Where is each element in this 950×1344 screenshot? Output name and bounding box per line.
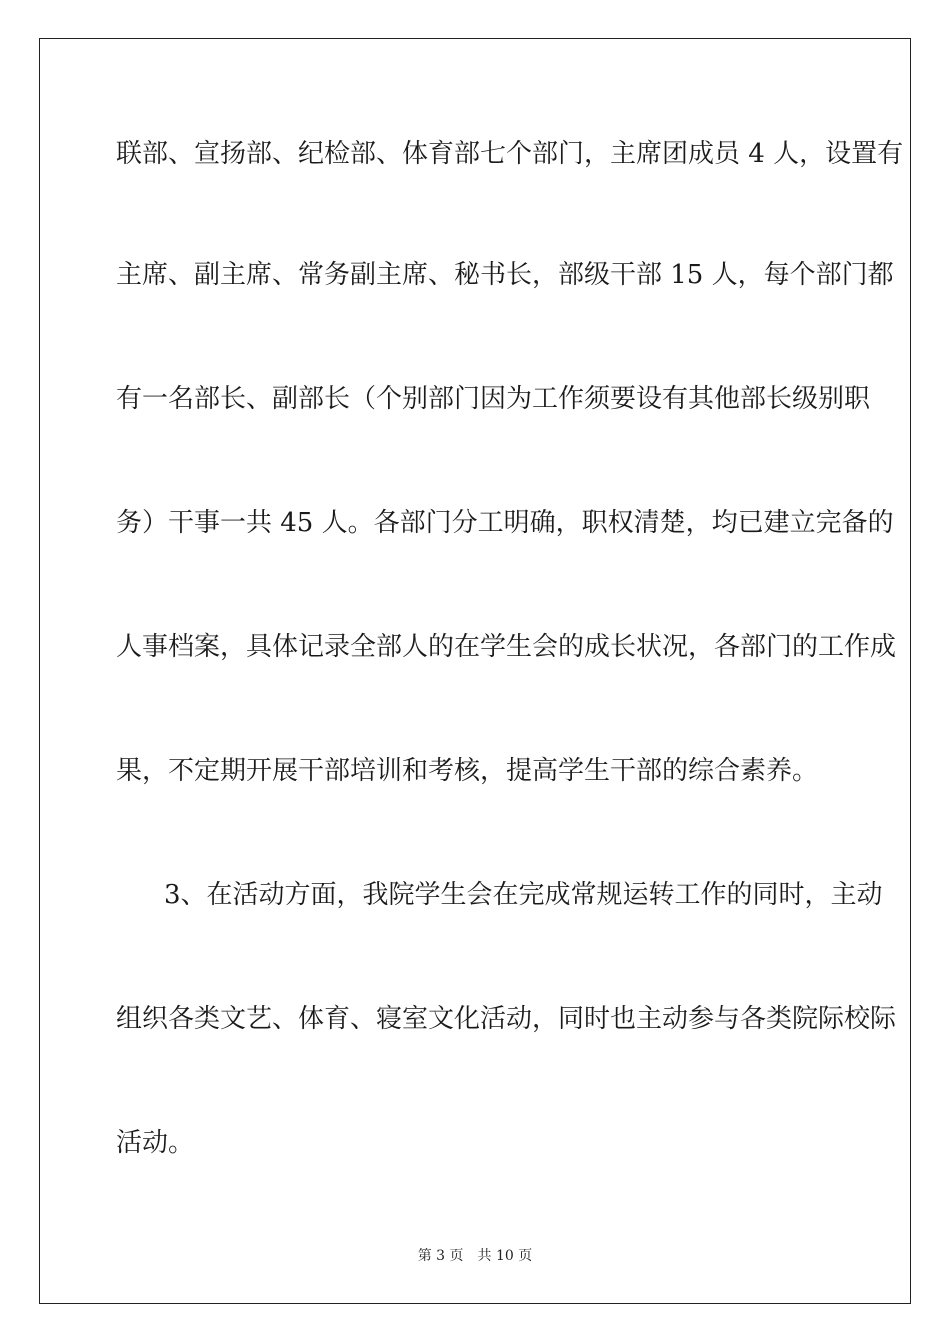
body-text-line: 务）干事一共 45 人。各部门分工明确，职权清楚，均已建立完备的 bbox=[116, 508, 894, 538]
page-number: 第 3 页 bbox=[417, 1248, 464, 1264]
body-text-line: 人事档案，具体记录全部人的在学生会的成长状况，各部门的工作成 bbox=[116, 632, 897, 662]
page-footer bbox=[0, 1247, 950, 1265]
body-text-line: 活动。 bbox=[116, 1128, 195, 1158]
total-pages: 共 10 页 bbox=[477, 1248, 533, 1264]
paragraph-start-line: 3、在活动方面，我院学生会在完成常规运转工作的同时，主动 bbox=[164, 880, 883, 910]
page-border bbox=[39, 38, 911, 1304]
body-text-line: 主席、副主席、常务副主席、秘书长，部级干部 15 人，每个部门都 bbox=[116, 260, 894, 290]
body-text-line: 组织各类文艺、体育、寝室文化活动，同时也主动参与各类院际校际 bbox=[116, 1004, 897, 1034]
body-text-line: 果，不定期开展干部培训和考核，提高学生干部的综合素养。 bbox=[116, 756, 819, 786]
body-text-line: 有一名部长、副部长（个别部门因为工作须要设有其他部长级别职 bbox=[116, 384, 871, 414]
body-text-line: 联部、宣扬部、纪检部、体育部七个部门，主席团成员 4 人，设置有 bbox=[116, 139, 904, 169]
